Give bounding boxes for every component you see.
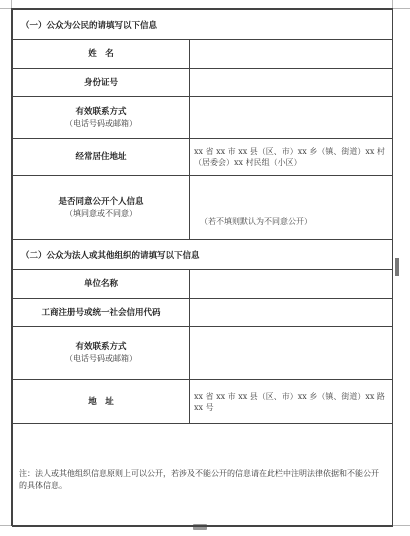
crop-mark xyxy=(11,0,12,8)
form-label xyxy=(13,270,190,299)
label-text: 经常居住地址 xyxy=(75,152,127,162)
organization-name-field[interactable] xyxy=(190,270,393,299)
section1-title: （一）公众为公民的请填写以下信息 xyxy=(13,10,393,40)
label-subtext: （电话号码或邮箱） xyxy=(65,118,137,128)
org-address-field[interactable]: xx 省 xx 市 xx 县（区、市）xx 乡（镇、街道）xx 路 xx 号 xyxy=(190,380,393,424)
crop-mark xyxy=(393,525,410,526)
label-text: 是否同意公开个人信息 xyxy=(58,196,144,207)
crop-mark xyxy=(392,0,393,8)
label-text: 工商注册号或统一社会信用代码 xyxy=(41,307,161,318)
table-row xyxy=(13,40,393,69)
note-row xyxy=(13,424,393,527)
form-label xyxy=(13,327,190,380)
table-row xyxy=(13,97,393,139)
table-row xyxy=(13,380,393,424)
note-text[interactable]: 注：法人或其他组织信息原则上可以公开，若涉及不能公开的信息请在此栏中注明法律依据和不能公开的具体信息。 xyxy=(13,424,393,527)
id-number-field[interactable] xyxy=(190,69,393,97)
org-contact-field[interactable] xyxy=(190,327,393,380)
label-text: 有效联系方式 xyxy=(75,342,127,352)
form-label xyxy=(13,176,190,240)
section2-title: （二）公众为法人或其他组织的请填写以下信息 xyxy=(13,240,393,270)
label-text: 有效联系方式 xyxy=(75,106,127,117)
section2-header-row xyxy=(13,240,393,270)
label-text: 单位名称 xyxy=(83,279,118,289)
form-label xyxy=(13,97,190,139)
form-label xyxy=(13,69,190,97)
label-text: 姓 名 xyxy=(88,49,114,59)
page-edge-marker xyxy=(395,258,399,276)
form-label xyxy=(13,380,190,424)
label-subtext: （电话号码或邮箱） xyxy=(65,354,137,363)
crop-mark xyxy=(393,8,410,9)
consent-field[interactable]: （若不填则默认为不同意公开） xyxy=(190,176,393,240)
form-label xyxy=(13,299,190,327)
residence-address-field[interactable]: xx 省 xx 市 xx 县（区、市）xx 乡（镇、街道）xx 村（居委会）xx 村民组（小区） xyxy=(190,139,393,176)
label-text: 身份证号 xyxy=(83,77,118,88)
form-label xyxy=(13,139,190,176)
form-label xyxy=(13,40,190,69)
table-row xyxy=(13,176,393,240)
contact-field[interactable] xyxy=(190,97,393,139)
section1-header-row xyxy=(13,10,393,40)
table-row xyxy=(13,327,393,380)
registration-code-field[interactable] xyxy=(190,299,393,327)
form-page xyxy=(11,8,393,526)
label-text: 地 址 xyxy=(88,396,114,407)
crop-mark xyxy=(0,525,11,526)
table-row xyxy=(13,270,393,299)
name-field[interactable] xyxy=(190,40,393,69)
table-row xyxy=(13,69,393,97)
table-row xyxy=(13,139,393,176)
label-subtext: （填同意或不同意） xyxy=(65,208,137,218)
crop-mark xyxy=(0,8,11,9)
table-row xyxy=(13,299,393,327)
info-form-table xyxy=(12,9,393,527)
